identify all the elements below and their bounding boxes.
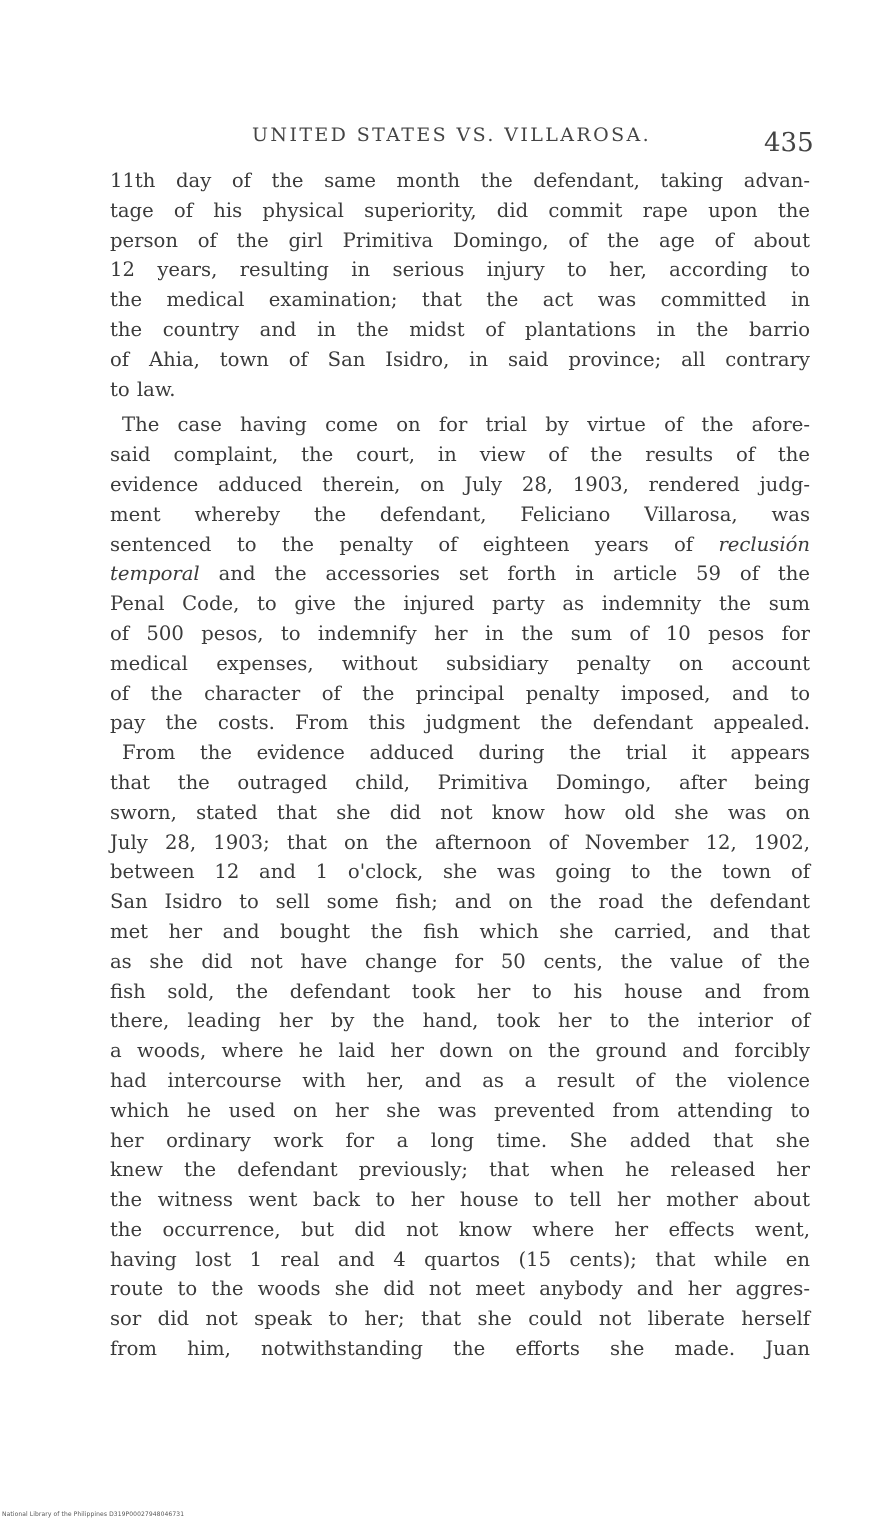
text-line: of Ahia, town of San Isidro, in said province; all contrary bbox=[110, 347, 810, 371]
text-line: tage of his physical superiority, did commit rape upon the bbox=[110, 198, 810, 222]
text-line: of the character of the principal penalty imposed, and to bbox=[110, 681, 810, 705]
text-line: that the outraged child, Primitiva Domingo, after being bbox=[110, 770, 810, 794]
text-line: met her and bought the fish which she carried, and that bbox=[110, 919, 810, 943]
text-line: From the evidence adduced during the trial it appears bbox=[122, 741, 810, 765]
text-line: the medical examination; that the act was committed in bbox=[110, 288, 810, 312]
paragraph-2 bbox=[110, 410, 810, 738]
text-line: San Isidro to sell some fish; and on the road the defendant bbox=[110, 890, 810, 914]
text-line: a woods, where he laid her down on the ground and forcibly bbox=[110, 1039, 810, 1063]
text-line: evidence adduced therein, on July 28, 1903, rendered judg- bbox=[110, 472, 810, 496]
text-line: knew the defendant previously; that when he released her bbox=[110, 1158, 810, 1182]
text-line: July 28, 1903; that on the afternoon of November 12, 1902, bbox=[110, 830, 810, 854]
text-line: The case having come on for trial by virtue of the afore- bbox=[122, 413, 810, 437]
text-line: the country and in the midst of plantations in the barrio bbox=[110, 317, 810, 341]
text-line: having lost 1 real and 4 quartos (15 cents); that while en bbox=[110, 1247, 810, 1271]
text-line: between 12 and 1 o'clock, she was going to the town of bbox=[110, 860, 810, 884]
library-watermark: National Library of the Philippines D319P00027948046731 bbox=[2, 1511, 185, 1518]
text-line: as she did not have change for 50 cents, the value of the bbox=[110, 949, 810, 973]
text-line: had intercourse with her, and as a result of the violence bbox=[110, 1068, 810, 1092]
text-line: of 500 pesos, to indemnify her in the sum of 10 pesos for bbox=[110, 621, 810, 645]
text-line: the witness went back to her house to tell her mother about bbox=[110, 1188, 810, 1212]
paragraph-1 bbox=[110, 166, 810, 404]
body-text bbox=[110, 166, 810, 1364]
page-number: 435 bbox=[764, 128, 814, 158]
running-title: UNITED STATES VS. VILLAROSA. bbox=[252, 124, 652, 146]
text-line: person of the girl Primitiva Domingo, of the age of about bbox=[110, 228, 810, 252]
text-line: 11th day of the same month the defendant, taking advan- bbox=[110, 169, 810, 192]
text-line: sor did not speak to her; that she could not liberate herself bbox=[110, 1307, 810, 1331]
text-line: from him, notwithstanding the efforts she made. Juan bbox=[110, 1337, 810, 1361]
text-line: said complaint, the court, in view of the results of the bbox=[110, 443, 810, 467]
text-line: pay the costs. From this judgment the defendant appealed. bbox=[110, 711, 810, 735]
text-line: there, leading her by the hand, took her to the interior of bbox=[110, 1009, 810, 1033]
text-line: medical expenses, without subsidiary penalty on account bbox=[110, 651, 810, 675]
text-line: sentenced to the penalty of eighteen years of reclusión bbox=[110, 532, 810, 556]
text-line: ment whereby the defendant, Feliciano Villarosa, was bbox=[110, 502, 810, 526]
text-line: to law. bbox=[110, 377, 176, 401]
text-line: temporal and the accessories set forth in article 59 of the bbox=[110, 562, 810, 586]
text-line: the occurrence, but did not know where her effects went, bbox=[110, 1217, 810, 1241]
paragraph-3 bbox=[110, 738, 810, 1364]
text-line: sworn, stated that she did not know how old she was on bbox=[110, 800, 810, 824]
text-line: fish sold, the defendant took her to his house and from bbox=[110, 979, 810, 1003]
text-line: Penal Code, to give the injured party as indemnity the sum bbox=[110, 592, 810, 616]
text-line: which he used on her she was prevented from attending to bbox=[110, 1098, 810, 1122]
text-line: her ordinary work for a long time. She added that she bbox=[110, 1128, 810, 1152]
text-line: 12 years, resulting in serious injury to her, according to bbox=[110, 258, 810, 282]
text-line: route to the woods she did not meet anybody and her aggres- bbox=[110, 1277, 810, 1301]
